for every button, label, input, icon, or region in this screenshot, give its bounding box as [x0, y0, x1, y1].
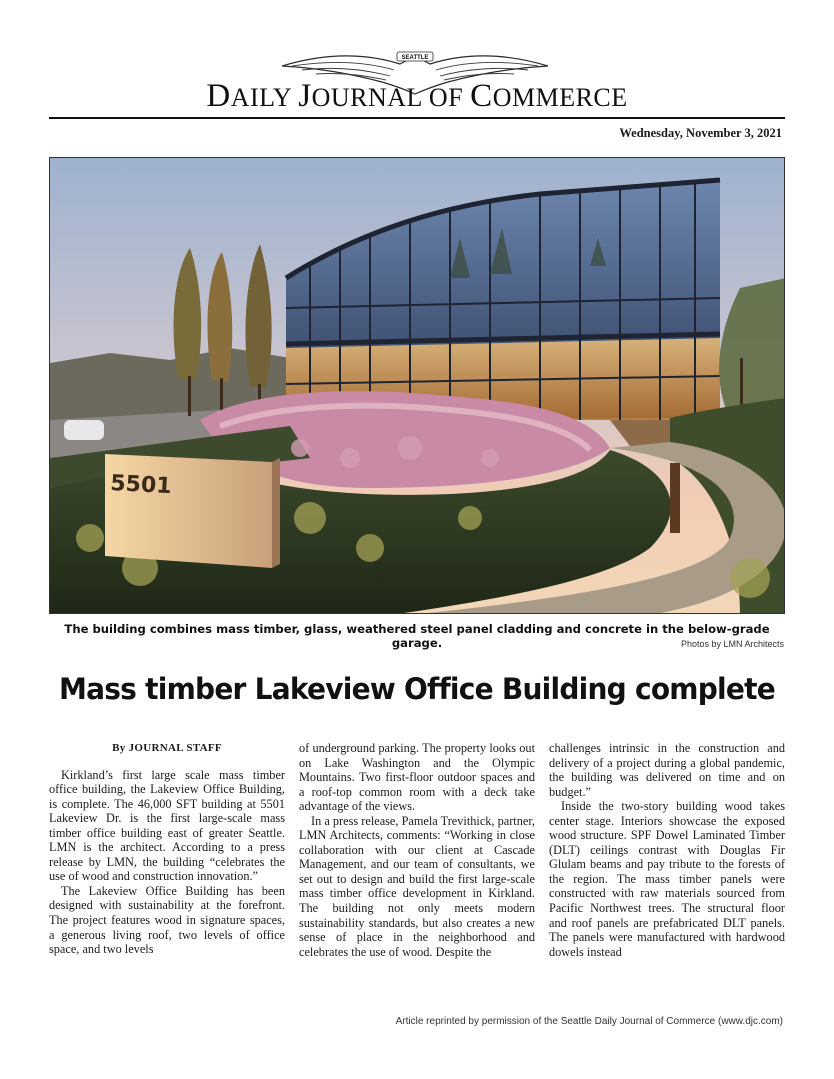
article-column-1	[49, 741, 285, 957]
masthead	[0, 48, 834, 120]
article-column-2	[299, 741, 535, 959]
newspaper-name: DAILY JOURNAL OF COMMERCE	[206, 78, 628, 114]
byline: By JOURNAL STAFF	[112, 742, 222, 754]
article-photo	[49, 157, 785, 614]
paragraph: In a press release, Pamela Trevithick, partner, LMN Architects, comments: “Working in close collaboration with our client at Cascade Management, and our team of consultants, we set out to design and build the first large-scale mass timber office development in Kirkland. The building not only meets modern sustainability standards, but also creates a new sense of place in the neighborhood and celebrates the use of wood. Despite the	[299, 813, 535, 959]
paragraph: challenges intrinsic in the construction and delivery of a project during a global pandemic, the building was delivered on time and on budget.”	[549, 741, 785, 799]
paragraph: Inside the two-story building wood takes center stage. Interiors showcase the exposed wood structure. SPF Dowel Laminated Timber (DLT) ceilings contrast with Douglas Fir Glulam beams and pay tribute to the forests of the region. The mass timber panels were constructed with raw materials sourced from Pacific Northwest trees. The structural floor and roof panels are prefabricated DLT panels. The panels were manufactured with hardwood dowels instead	[549, 799, 785, 959]
reprint-notice: Article reprinted by permission of the Seattle Daily Journal of Commerce (www.djc.com)	[395, 1016, 783, 1027]
issue-date: Wednesday, November 3, 2021	[619, 126, 782, 140]
paragraph: of underground parking. The property looks out on Lake Washington and the Olympic Mountains. Two first-floor outdoor spaces and a roof-top common room with a deck take advantage of the views.	[299, 741, 535, 814]
article-headline: Mass timber Lakeview Office Building complete	[58, 672, 776, 706]
paragraph: Kirkland’s first large scale mass timber office building, the Lakeview Office Building, is complete. The 46,000 SFT building at 5501 Lakeview Dr. is the first large-scale mass timber office building east of greater Seattle. LMN is the architect. According to a press release by LMN, the building “celebrates the use of wood and construction innovation.”	[49, 767, 285, 884]
paragraph: The Lakeview Office Building has been designed with sustainability at the forefront. The project features wood in signature spaces, a generous living roof, two levels of office space, and two levels	[49, 883, 285, 957]
sign-number-text: 5501	[109, 471, 173, 500]
article-column-3	[549, 741, 785, 959]
photo-caption: The building combines mass timber, glass, weathered steel panel cladding and concrete in the below-grade garage.	[64, 622, 770, 650]
logo-tag-text: SEATTLE	[401, 55, 429, 61]
masthead-rule	[49, 117, 785, 119]
photo-credit: Photos by LMN Architects	[680, 639, 784, 649]
